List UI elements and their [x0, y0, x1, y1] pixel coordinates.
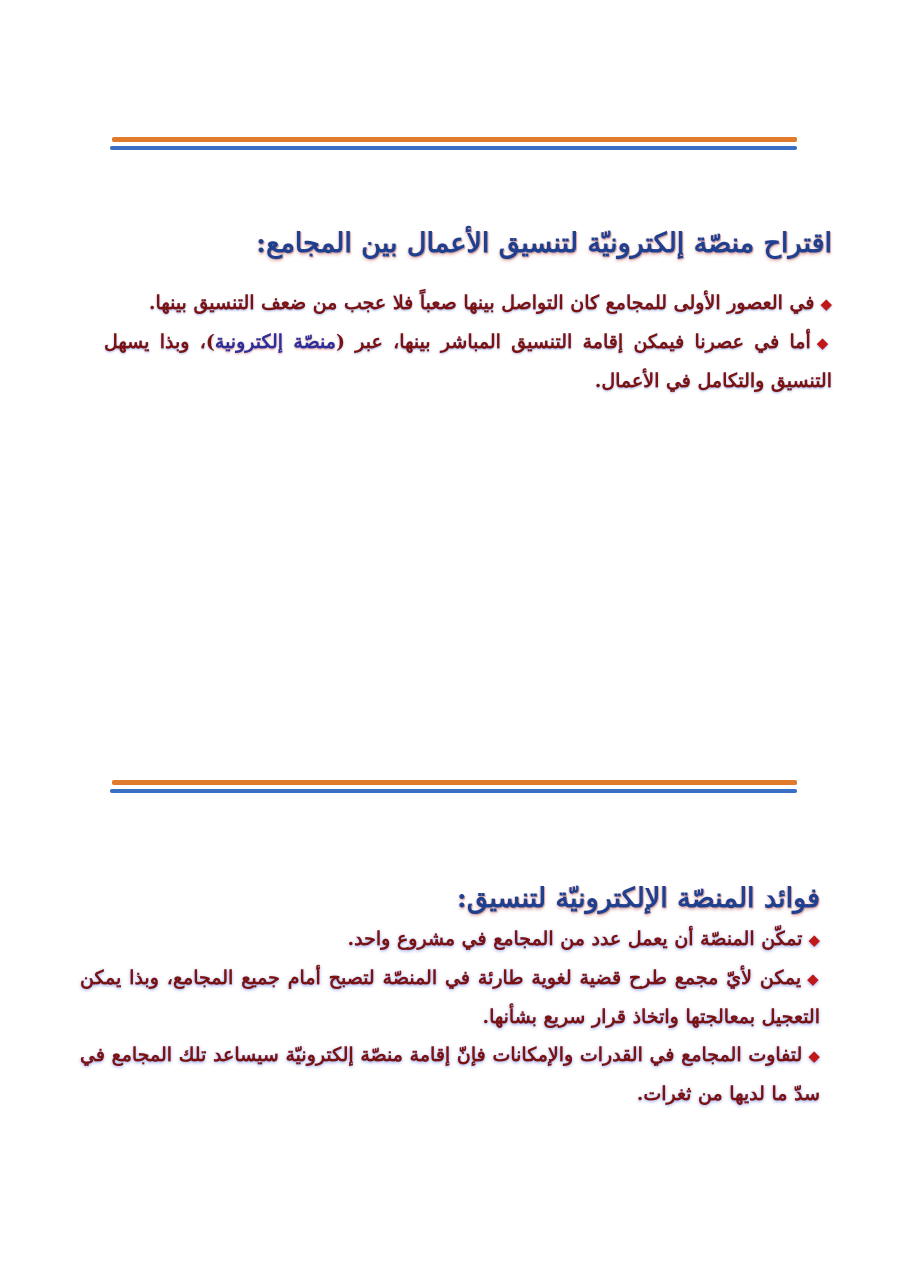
section-platform-benefits	[80, 878, 820, 1113]
benefit-item	[80, 959, 820, 1036]
highlight-electronic-platform: منصّة إلكترونية	[214, 331, 336, 353]
benefit-item	[80, 1036, 820, 1113]
paragraph-text: أما في عصرنا فيمكن إقامة التنسيق المباشر بينها، عبر (	[335, 331, 811, 353]
diamond-bullet-icon: ◆	[807, 970, 820, 988]
paragraph-early-eras	[64, 284, 832, 323]
paragraph-text: في العصور الأولى للمجامع كان التواصل بينها صعباً فلا عجب من ضعف التنسيق بينها.	[148, 292, 815, 314]
diamond-bullet-icon: ◆	[816, 334, 832, 352]
diamond-bullet-icon: ◆	[808, 1047, 820, 1065]
diamond-bullet-icon: ◆	[820, 295, 832, 313]
section-heading: اقتراح منصّة إلكترونيّة لتنسيق الأعمال بين المجامع:	[256, 228, 832, 259]
benefit-text: تمكّن المنصّة أن يعمل عدد من المجامع في مشروع واحد.	[347, 928, 803, 950]
benefit-text: لتفاوت المجامع في القدرات والإمكانات فإنّ إقامة منصّة إلكترونيّة سيساعد تلك المجامع في سدّ ما لديها من ثغرات.	[80, 1044, 820, 1105]
section-heading: فوائد المنصّة الإلكترونيّة لتنسيق:	[456, 883, 820, 914]
paragraph-text: )، وبذا يسهل التنسيق والتكامل في الأعمال.	[104, 331, 832, 392]
orange-rule	[112, 780, 797, 785]
section-platform-proposal	[64, 224, 832, 400]
diamond-bullet-icon: ◆	[808, 931, 820, 949]
blue-rule	[110, 146, 797, 150]
orange-rule	[112, 137, 797, 142]
top-divider	[112, 137, 797, 150]
benefit-text: يمكن لأيّ مجمع طرح قضية لغوية طارئة في المنصّة لتصبح أمام جميع المجامع، وبذا يمكن التعجيل بمعالجتها واتخاذ قرار سريع بشأنها.	[80, 967, 820, 1028]
blue-rule	[110, 789, 797, 793]
bottom-divider	[112, 780, 797, 793]
paragraph-our-era	[64, 323, 832, 400]
benefit-item	[80, 920, 820, 959]
